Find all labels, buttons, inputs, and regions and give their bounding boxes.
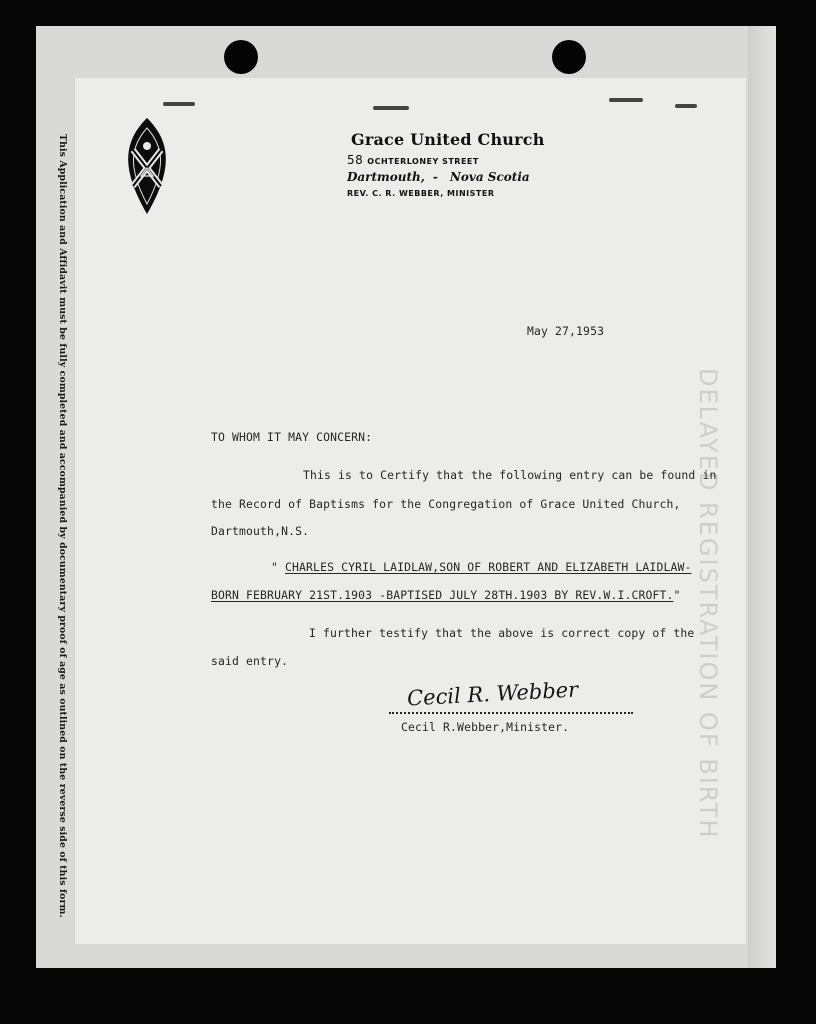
signer-name: Cecil R.Webber,Minister. xyxy=(401,720,570,734)
church-name: Grace United Church xyxy=(351,130,545,149)
entry-close-quote: " xyxy=(673,588,681,602)
baptism-entry-text: CHARLES CYRIL LAIDLAW,SON OF ROBERT AND ELIZABETH LAIDLAW- xyxy=(285,560,692,574)
united-church-crest-icon xyxy=(117,116,177,216)
minister-line: REV. C. R. WEBBER, MINISTER xyxy=(347,189,495,198)
form-edge xyxy=(748,26,776,968)
salutation: TO WHOM IT MAY CONCERN: xyxy=(211,430,373,444)
staple-mark xyxy=(675,104,697,108)
street-number: 58 xyxy=(347,153,364,167)
handwritten-signature: Cecil R. Webber xyxy=(406,677,579,711)
background-form-title-text: DELAYED REGISTRATION OF BIRTH xyxy=(694,368,722,840)
city: Dartmouth, xyxy=(347,170,425,184)
side-notice-text: This Application and Affidavit must be fully completed and accompanied by documentary proof of age as outlined on the reverse side of this form. xyxy=(57,134,68,918)
testify-line: said entry. xyxy=(211,654,289,668)
body-line: This is to Certify that the following entry can be found in xyxy=(303,468,717,482)
testify-line: I further testify that the above is correct copy of the xyxy=(309,626,695,640)
baptism-entry-text: BORN FEBRUARY 21ST.1903 -BAPTISED JULY 28TH.1903 BY REV.W.I.CROFT. xyxy=(211,588,674,602)
city-province xyxy=(347,170,545,184)
staple-mark xyxy=(163,102,195,106)
body-line: the Record of Baptisms for the Congregation of Grace United Church, xyxy=(211,497,681,511)
entry-open-quote: " xyxy=(271,560,279,574)
letter-date: May 27,1953 xyxy=(527,324,605,338)
city-separator: - xyxy=(432,170,438,184)
staple-mark xyxy=(609,98,643,102)
staple-mark xyxy=(373,106,409,110)
street-address xyxy=(347,153,545,167)
baptism-entry-line xyxy=(211,588,681,602)
baptism-certificate-letter xyxy=(74,78,746,944)
signature-line xyxy=(389,712,633,714)
baptism-entry-line xyxy=(271,560,691,574)
letterhead xyxy=(347,130,545,198)
body-line: Dartmouth,N.S. xyxy=(211,524,310,538)
province: Nova Scotia xyxy=(449,170,530,184)
street-name: OCHTERLONEY STREET xyxy=(367,157,479,166)
punch-hole-right xyxy=(552,40,586,74)
punch-hole-left xyxy=(224,40,258,74)
background-form-title xyxy=(692,368,732,840)
